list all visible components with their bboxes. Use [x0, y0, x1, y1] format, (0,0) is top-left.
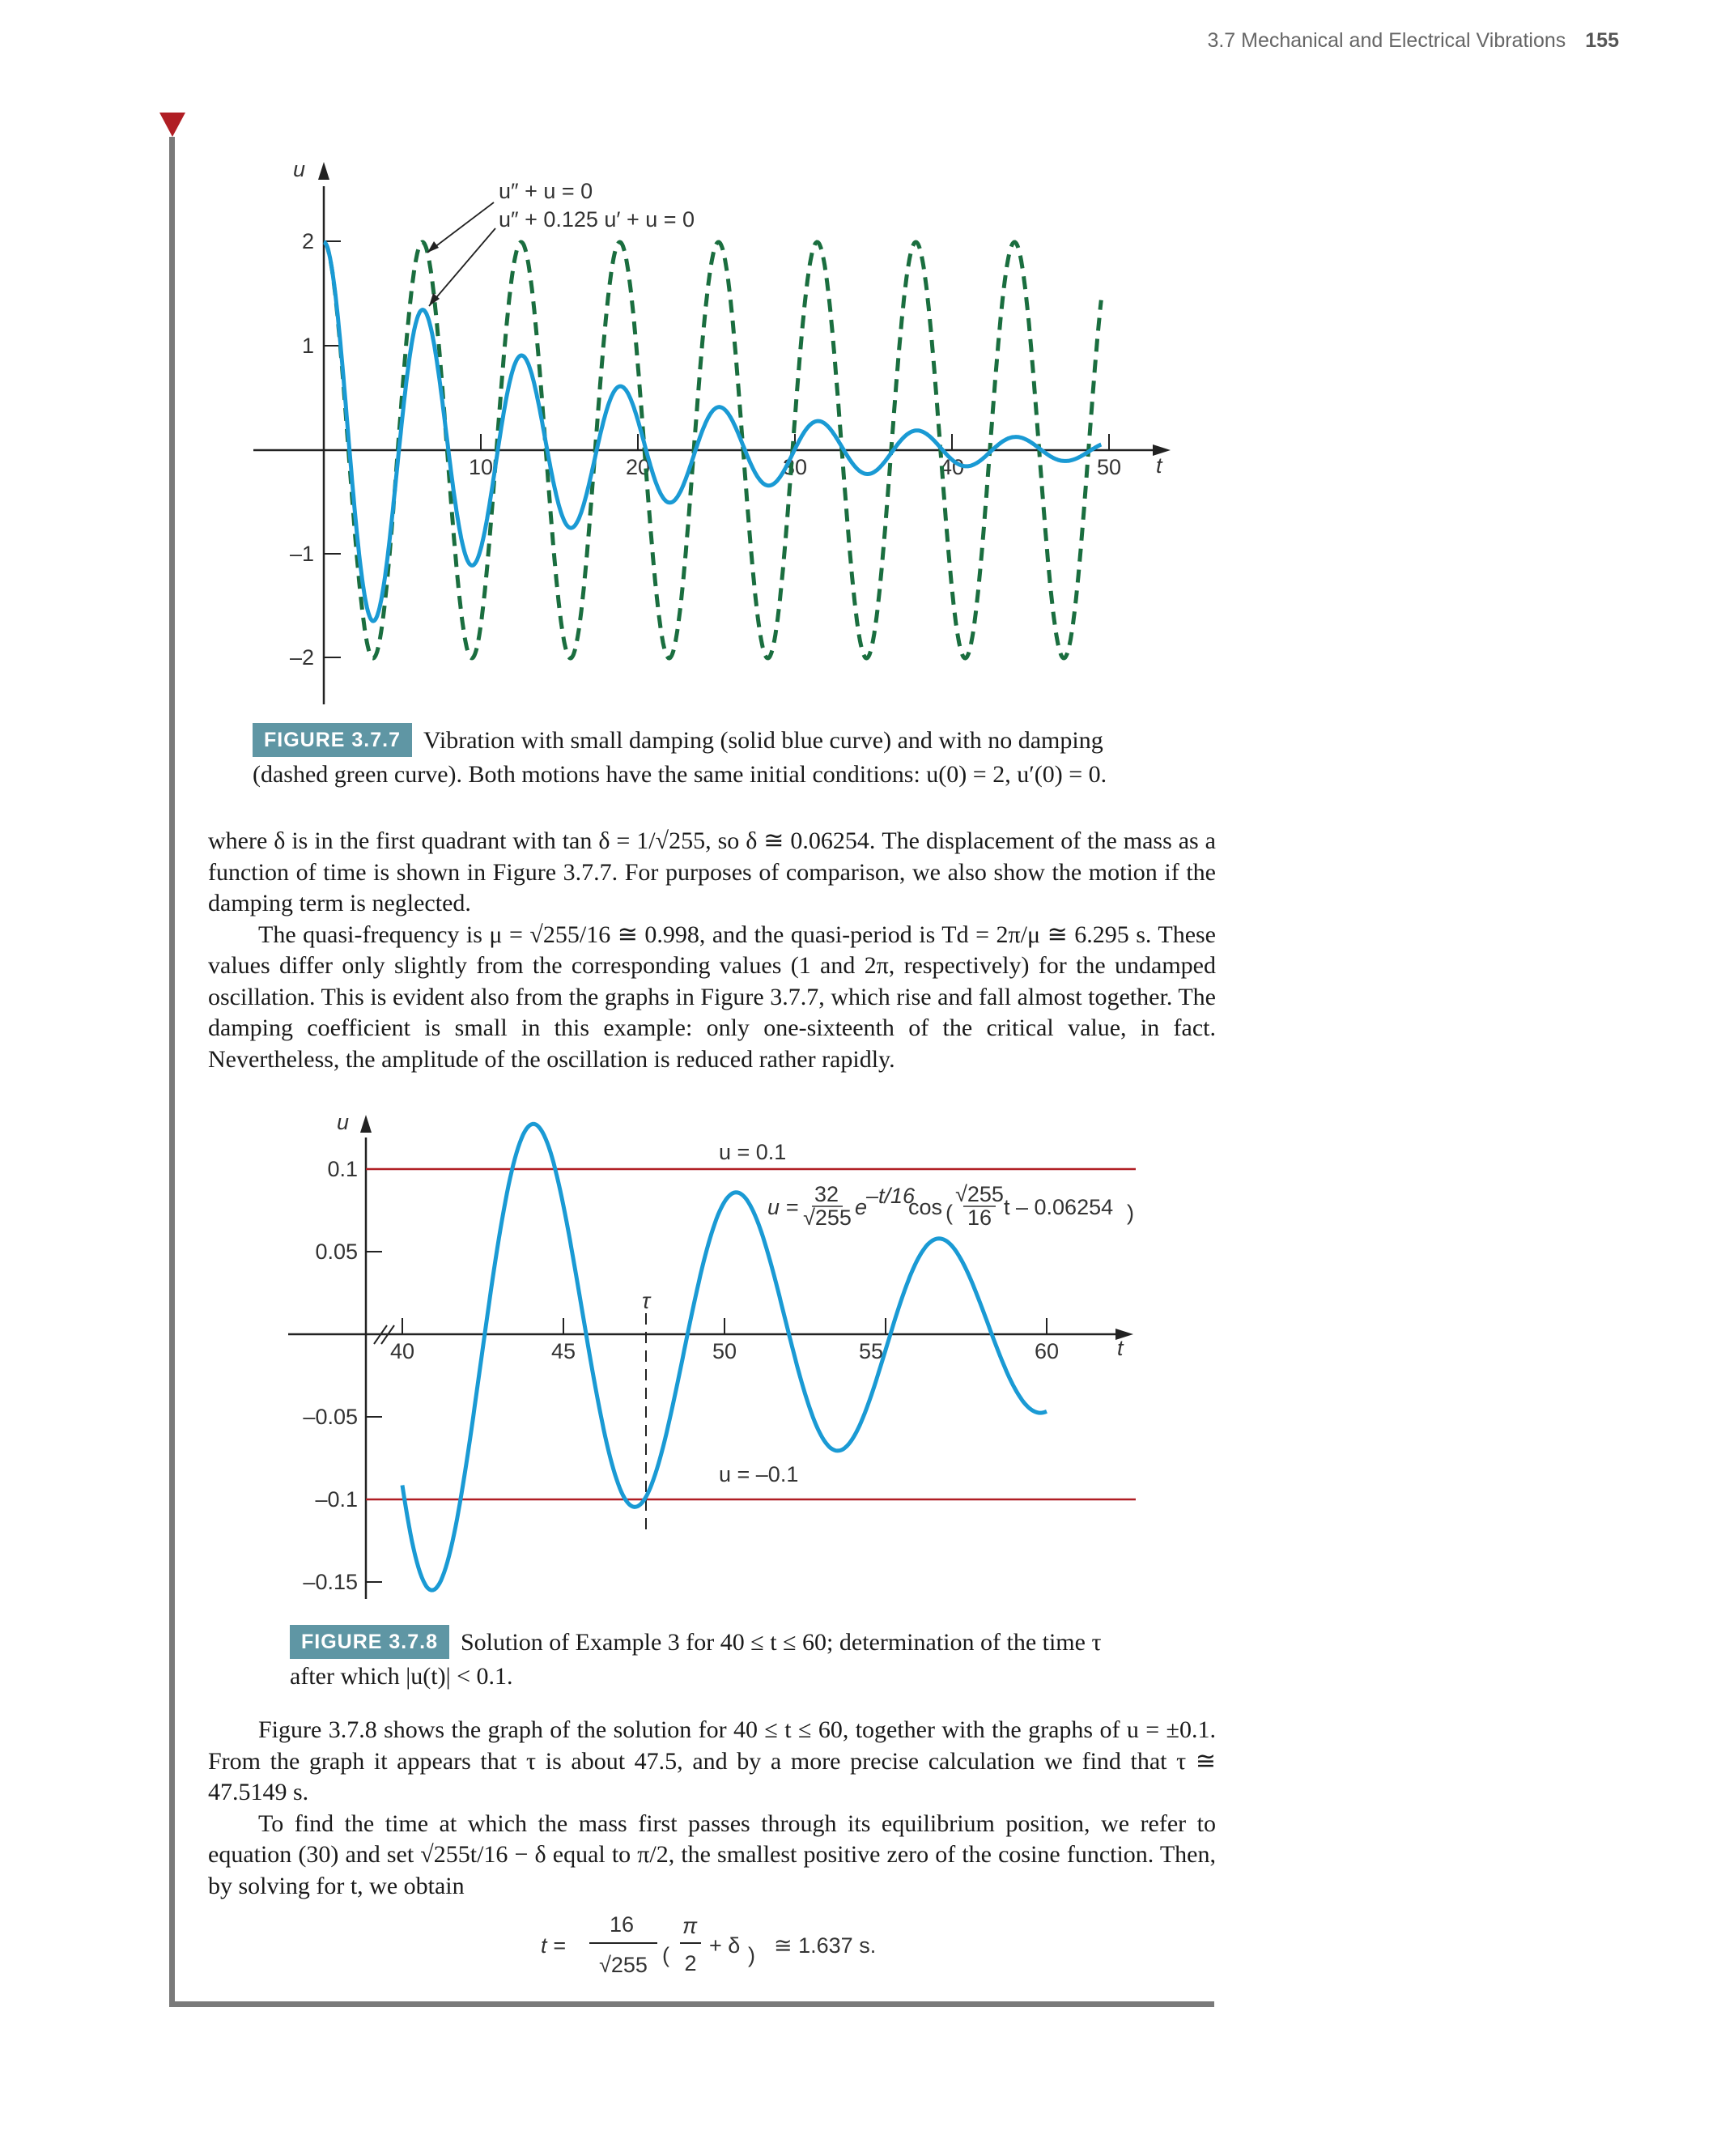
x-tick-label: 50: [712, 1339, 737, 1363]
x-tick-label: 30: [782, 455, 808, 479]
y-tick-label: –0.05: [303, 1405, 358, 1429]
figure-label: FIGURE 3.7.7: [253, 723, 412, 757]
figure-label: FIGURE 3.7.8: [290, 1625, 449, 1659]
y-axis-label: u: [293, 157, 306, 181]
equation-paren-close: ): [748, 1943, 755, 1967]
x-tick-label: 40: [389, 1339, 415, 1363]
formula-paren-close: ): [1127, 1201, 1134, 1225]
formula-coef-num: 32: [814, 1182, 839, 1206]
caption-text: Solution of Example 3 for 40 ≤ t ≤ 60; determination of the time τ after which |u(t)| < 0.1.: [290, 1629, 1102, 1690]
x-axis-label: t: [1117, 1336, 1124, 1360]
y-axis-label: u: [337, 1110, 350, 1134]
equation-paren-open: (: [662, 1943, 669, 1967]
formula-exp: e: [855, 1195, 868, 1219]
lower-line-label: u = –0.1: [719, 1462, 799, 1486]
formula-lhs: u =: [767, 1195, 799, 1219]
x-tick-label: 45: [550, 1339, 576, 1363]
formula-arg-rest: t – 0.06254: [1004, 1195, 1114, 1219]
equation-lhs: t =: [541, 1933, 566, 1958]
y-tick-label: 2: [301, 229, 314, 253]
paragraph: The quasi-frequency is μ = √255/16 ≅ 0.998, and the quasi-period is Td = 2π/μ ≅ 6.295 s. These values differ only slightly from the corresponding values (1 and 2π, respectively) for the undamped oscillation. This is evident also from the graphs in Figure 3.7.7, which rise and fall almost together. The damping coefficient is small in this example: only one-sixteenth of the critical value, in fact. Nevertheless, the amplitude of the oscillation is reduced rather rapidly.: [208, 921, 1216, 1073]
y-tick-label: –0.15: [303, 1570, 358, 1594]
x-tick-label: 50: [1096, 455, 1122, 479]
upper-line-label: u = 0.1: [719, 1140, 787, 1164]
equation-frac-den: √255: [599, 1953, 648, 1977]
annotation-undamped: u″ + u = 0: [499, 179, 593, 203]
equation-frac-num: 16: [609, 1912, 635, 1937]
section-title: 3.7 Mechanical and Electrical Vibrations: [1207, 29, 1566, 52]
paragraph: where δ is in the first quadrant with tan δ = 1/√255, so δ ≅ 0.06254. The displacement of the mass as a function of time is shown in Figure 3.7.7. For purposes of comparison, we also show the motion if the damping term is neglected.: [208, 827, 1216, 916]
x-tick-label: 20: [625, 455, 651, 479]
paragraph: To find the time at which the mass first passes through its equilibrium position, we refer to equation (30) and set √255t/16 − δ equal to π/2, the smallest positive zero of the cosine function. Then, by solving for t, we obtain: [208, 1809, 1216, 1899]
y-tick-label: –1: [289, 542, 314, 566]
y-tick-label: –0.1: [315, 1487, 358, 1512]
equation-inner-rest: + δ: [709, 1933, 741, 1958]
formula-arg-den: 16: [967, 1206, 992, 1230]
y-tick-label: 0.05: [315, 1240, 358, 1264]
formula-coef-den: √255: [803, 1206, 852, 1230]
caption-text: Vibration with small damping (solid blue curve) and with no damping (dashed green curve). Both motions have the same initial conditions: u(0) = 2, u′(0) = 0.: [253, 727, 1107, 788]
x-tick-label: 10: [468, 455, 494, 479]
y-tick-label: 0.1: [327, 1157, 358, 1181]
equation-inner-num: π: [682, 1914, 698, 1938]
y-tick-label: –2: [289, 645, 314, 670]
formula-paren-open: (: [945, 1201, 953, 1225]
equation-inner-den: 2: [684, 1951, 697, 1975]
equation-result: ≅ 1.637 s.: [774, 1933, 877, 1958]
y-tick-label: 1: [301, 334, 314, 358]
paragraph: Figure 3.7.8 shows the graph of the solution for 40 ≤ t ≤ 60, together with the graphs of u = ±0.1. From the graph it appears that τ is about 47.5, and by a more precise calculation we find that τ ≅ 47.5149 s.: [208, 1716, 1216, 1805]
page-number: 155: [1585, 29, 1619, 52]
annotation-damped: u″ + 0.125 u′ + u = 0: [499, 207, 695, 232]
x-tick-label: 60: [1034, 1339, 1060, 1363]
formula-cos: cos: [908, 1195, 943, 1219]
x-tick-label: 55: [858, 1339, 884, 1363]
tau-label: τ: [641, 1289, 651, 1313]
formula-arg-num: √255: [955, 1182, 1004, 1206]
x-tick-label: 40: [939, 455, 965, 479]
x-axis-label: t: [1156, 453, 1162, 478]
formula-exp-power: –t/16: [866, 1184, 916, 1208]
